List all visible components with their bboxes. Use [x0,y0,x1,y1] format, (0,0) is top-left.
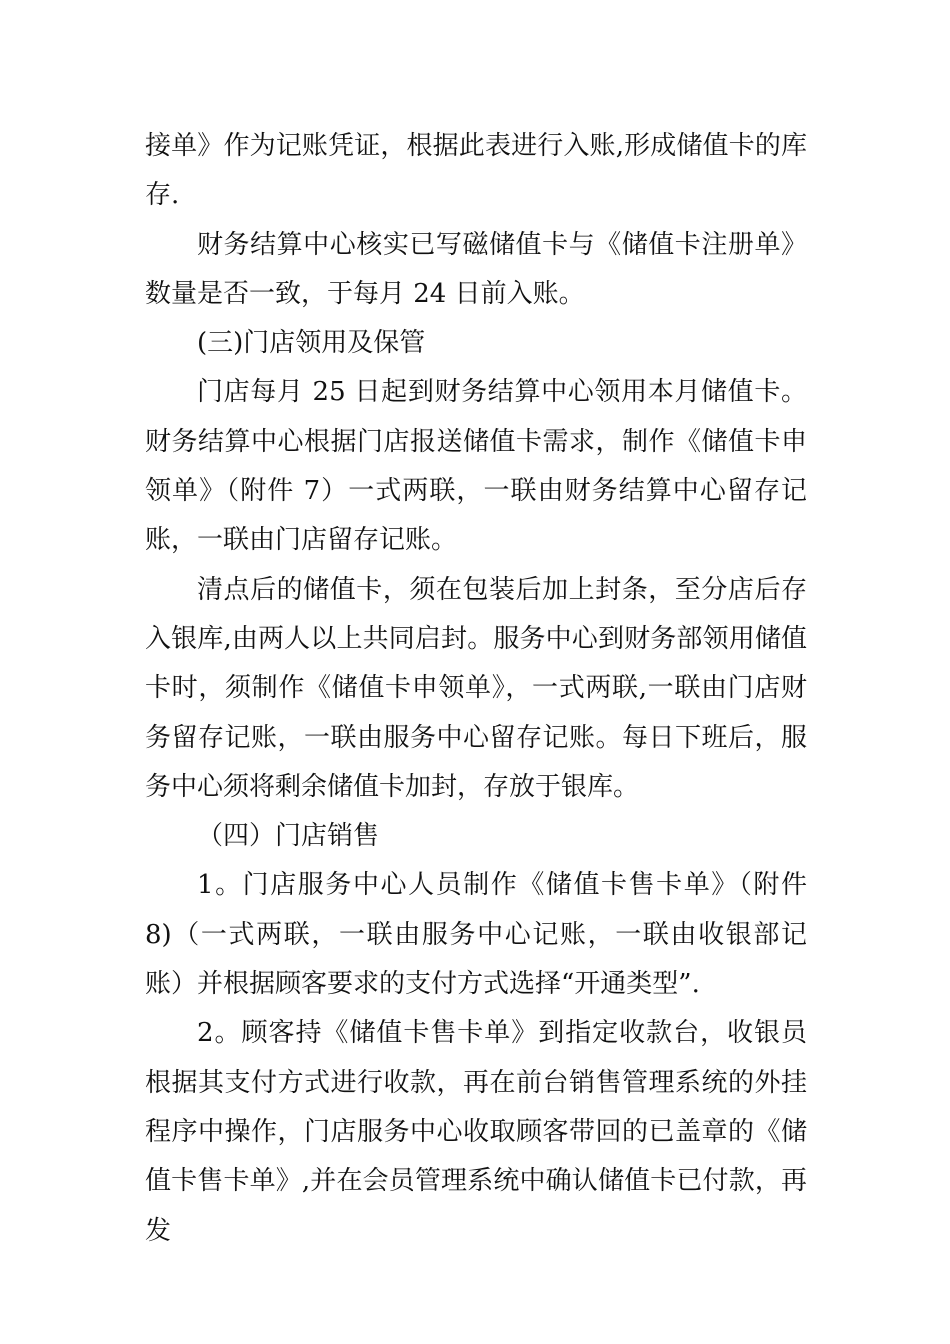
paragraph-store-monthly-collection: 门店每月 25 日起到财务结算中心领用本月储值卡。财务结算中心根据门店报送储值卡需求，制作《储值卡申领单》（附件 7）一式两联，一联由财务结算中心留存记账，一联由门店留存记账。 [145,377,807,556]
paragraph-sales-step-2: 2。顾客持《储值卡售卡单》到指定收款台，收银员根据其支付方式进行收款，再在前台销售管理系统的外挂程序中操作，门店服务中心收取顾客带回的已盖章的《储值卡售卡单》,并在会员管理系统中确认储值卡已付款，再发 [145,1018,807,1246]
paragraph-card-storage: 清点后的储值卡，须在包装后加上封条，至分店后存入银库,由两人以上共同启封。服务中心到财务部领用储值卡时，须制作《储值卡申领单》，一式两联,一联由门店财务留存记账，一联由服务中心留存记账。每日下班后，服务中心须将剩余储值卡加封，存放于银库。 [145,574,807,802]
document-body [145,122,807,1256]
section-heading-store-collection: (三)门店领用及保管 [197,328,426,359]
section-heading-store-sales: （四）门店销售 [197,821,380,852]
paragraph-continuation: 接单》作为记账凭证，根据此表进行入账,形成储值卡的库存. [145,131,807,211]
paragraph-sales-step-1: 1。门店服务中心人员制作《储值卡售卡单》（附件 8)（一式两联，一联由服务中心记账，一联由收银部记账）并根据顾客要求的支付方式选择“开通类型”. [145,870,807,1000]
paragraph-finance-verification: 财务结算中心核实已写磁储值卡与《储值卡注册单》数量是否一致，于每月 24 日前入账。 [145,229,807,309]
